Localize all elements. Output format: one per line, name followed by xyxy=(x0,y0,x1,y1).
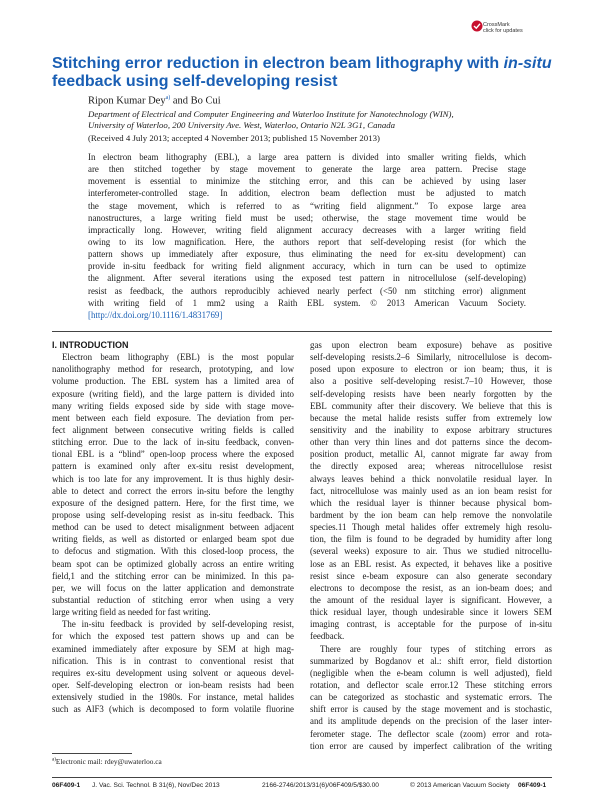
footer-page-id: 06F409-1 xyxy=(518,782,547,789)
abstract-line: provide in-situ feedback for writing field alignment accuracy, which in turn can be used to optimize xyxy=(88,261,526,272)
footnote-divider xyxy=(52,753,132,754)
abstract-line: the alignment. After several iterations using the exposed test pattern in nitrocellulose (self-developing) xyxy=(88,273,526,284)
article-title: Stitching error reduction in electron beam lithography with in-situ feedback using self-developing resist xyxy=(52,55,552,90)
abstract-line: are then stitched together by stage movement to generate the large area pattern. Precise stage xyxy=(88,164,526,175)
abstract-line: resist as feedback, the authors reproducibly achieved nearly perfect (<50 nm stitching error) alignment xyxy=(88,285,526,296)
abstract-divider xyxy=(52,331,552,332)
right-column: gas upon electron beam exposure) behave as positive self-developing resists.2–6 Similarly, nitrocellulose is decom- posed upon exposure to electron or ion beam; thus, it is also a positive self-developing resist.7–10 However, those self-developing resists have been nearly forgotten by the EBL community after their discovery. We believe that this is because the metal halide resists suffer from extremely low sensitivity and the inability to expose arbitrary structures other than very thin lines and dot patterns since the decom- position product, metallic Al, cannot migrate far away from the directly exposed area; whereas nitrocellulose resist always leaves behind a thick nonvolatile residual layer. In fact, nitrocellulose was mainly used as an ion beam resist for which the residual layer is thinner because physical bom- bardment by the ion beam can help remove the nonvolatile species.11 Though metal halides offer extremely high resolu- tion, the film is found to be degraded by humidity after long (several weeks) exposure to air. Thus we studied nitrocellu- lose as an EBL resist. As expected, it behaves like a positive resist since e-beam exposure can also generate secondary electrons to decompose the resist, as an ion-beam does; and the amount of the residual layer is significant. However, a thick residual layer, though undesirable since it lowers SEM imaging contrast, is acceptable for the purpose of in-situ feedback. There are roughly four types of stitching errors as summarized by Bogdanov et al.: shift error, field distortion (negligible when the e-beam column is well adjusted), field rotation, and deflector scale error.12 These stitching errors can be categorized as stochastic and systematic errors. The shift error is caused by the stage movement and is stochastic, and its amplitude depends on the precision of the laser inter- ferometer stage. The deflector scale (zoom) error and rota- tion error are caused by imperfect calibration of the writing xyxy=(310,340,552,751)
authors: Ripon Kumar Dey$^{a)}$ and Bo Cui xyxy=(88,95,221,107)
affiliation: Department of Electrical and Computer Engineering and Waterloo Institute for Nanotechnology (WIN), University of Waterloo, 200 University Ave. West, Waterloo, Ontario N2L 3G1, Canada xyxy=(88,109,454,130)
abstract-line: nanostructures, a large writing field must be used; otherwise, the stage movement time would be xyxy=(88,212,526,223)
abstract-line: the stage movement, which is referred to as “writing field alignment.” To expose large area xyxy=(88,200,526,211)
logo-line2: click for updates xyxy=(483,28,523,34)
abstract-line: impractically long. However, writing field alignment accuracy decreases with a larger writing field xyxy=(88,224,526,235)
abstract-line: interferometer-controlled stage. In addition, electron beam deflection must be adjusted to match xyxy=(88,188,526,199)
footer-citation: J. Vac. Sci. Technol. B 31(6), Nov/Dec 2013 xyxy=(92,782,220,789)
received-dates: (Received 4 July 2013; accepted 4 November 2013; published 15 November 2013) xyxy=(88,133,380,143)
footer-issn: 2166-2746/2013/31(6)/06F409/5/$30.00 xyxy=(262,782,379,789)
logo-line1: CrossMark xyxy=(483,22,510,28)
abstract xyxy=(88,151,526,321)
footer-article-id: 06F409-1 xyxy=(52,782,81,789)
footnote: $^{a)}$Electronic mail: rdey@uwaterloo.ca xyxy=(52,757,162,766)
left-column: I. INTRODUCTION Electron beam lithography (EBL) is the most popular nanolithography method for research, prototyping, and low volume production. The EBL system has a limited area of exposure (writing field), and the large pattern is divided into many writing fields exposed side by side with stage move- ment between each field exposure. The deviation from per- fect alignment between consecutive writing fields is called stitching error. Due to the lack of in-situ feedback, conven- tional EBL is a “blind” open-loop process where the exposed pattern is examined only after ex-situ resist development, which is too late for any improvement. It is thus highly desir- able to detect and correct the errors in-situ before the lengthy exposure of the designed pattern. Here, for the first time, we propose using self-developing resist as in-situ feedback. This method can be used to detect misalignment between adjacent writing fields, as well as distorted or enlarged beam spot due to defocus and stigmation. With this closed-loop process, the beam spot can be optimized globally across an entire writing field,1 and the stitching error can be minimized. In this pa- per, we will focus on the latter application and demonstrate substantial reduction of stitching error when using a very large writing field as needed for fast writing. The in-situ feedback is provided by self-developing resist, for which the exposed test pattern shows up and can be examined immediately after exposure by SEM at high mag- nification. This is in contrast to conventional resist that requires ex-situ development using solvent or aqueous devel- oper. Self-developing electron or ion-beam resists had been extensively studied in the 1980s. For instance, metal halides such as AlF3 (which is decomposed to form volatile fluorine xyxy=(52,340,294,715)
footer-divider xyxy=(52,777,552,778)
abstract-line: owing to its low magnification. Here, the authors report that self-developing resist (for which the xyxy=(88,236,526,247)
crossmark-icon xyxy=(471,19,483,33)
crossmark-logo[interactable] xyxy=(471,19,553,49)
doi-link[interactable]: [http://dx.doi.org/10.1116/1.4831769] xyxy=(88,309,223,320)
footer-copyright: © 2013 American Vacuum Society xyxy=(410,782,510,789)
abstract-line: pattern shows up immediately after exposure, thus eliminating the need for ex-situ development) can xyxy=(88,249,526,260)
author-footnote-mark[interactable]: a) xyxy=(165,95,171,101)
abstract-line: movement is essential to minimize the stitching error, and this can be achieved by using laser xyxy=(88,176,526,187)
abstract-line: In electron beam lithography (EBL), a large area pattern is divided into smaller writing fields, which xyxy=(88,152,526,162)
abstract-line: with writing field of 1 mm2 using a Raith EBL system. © 2013 American Vacuum Society. xyxy=(88,297,526,308)
section-heading: I. INTRODUCTION xyxy=(52,340,129,350)
